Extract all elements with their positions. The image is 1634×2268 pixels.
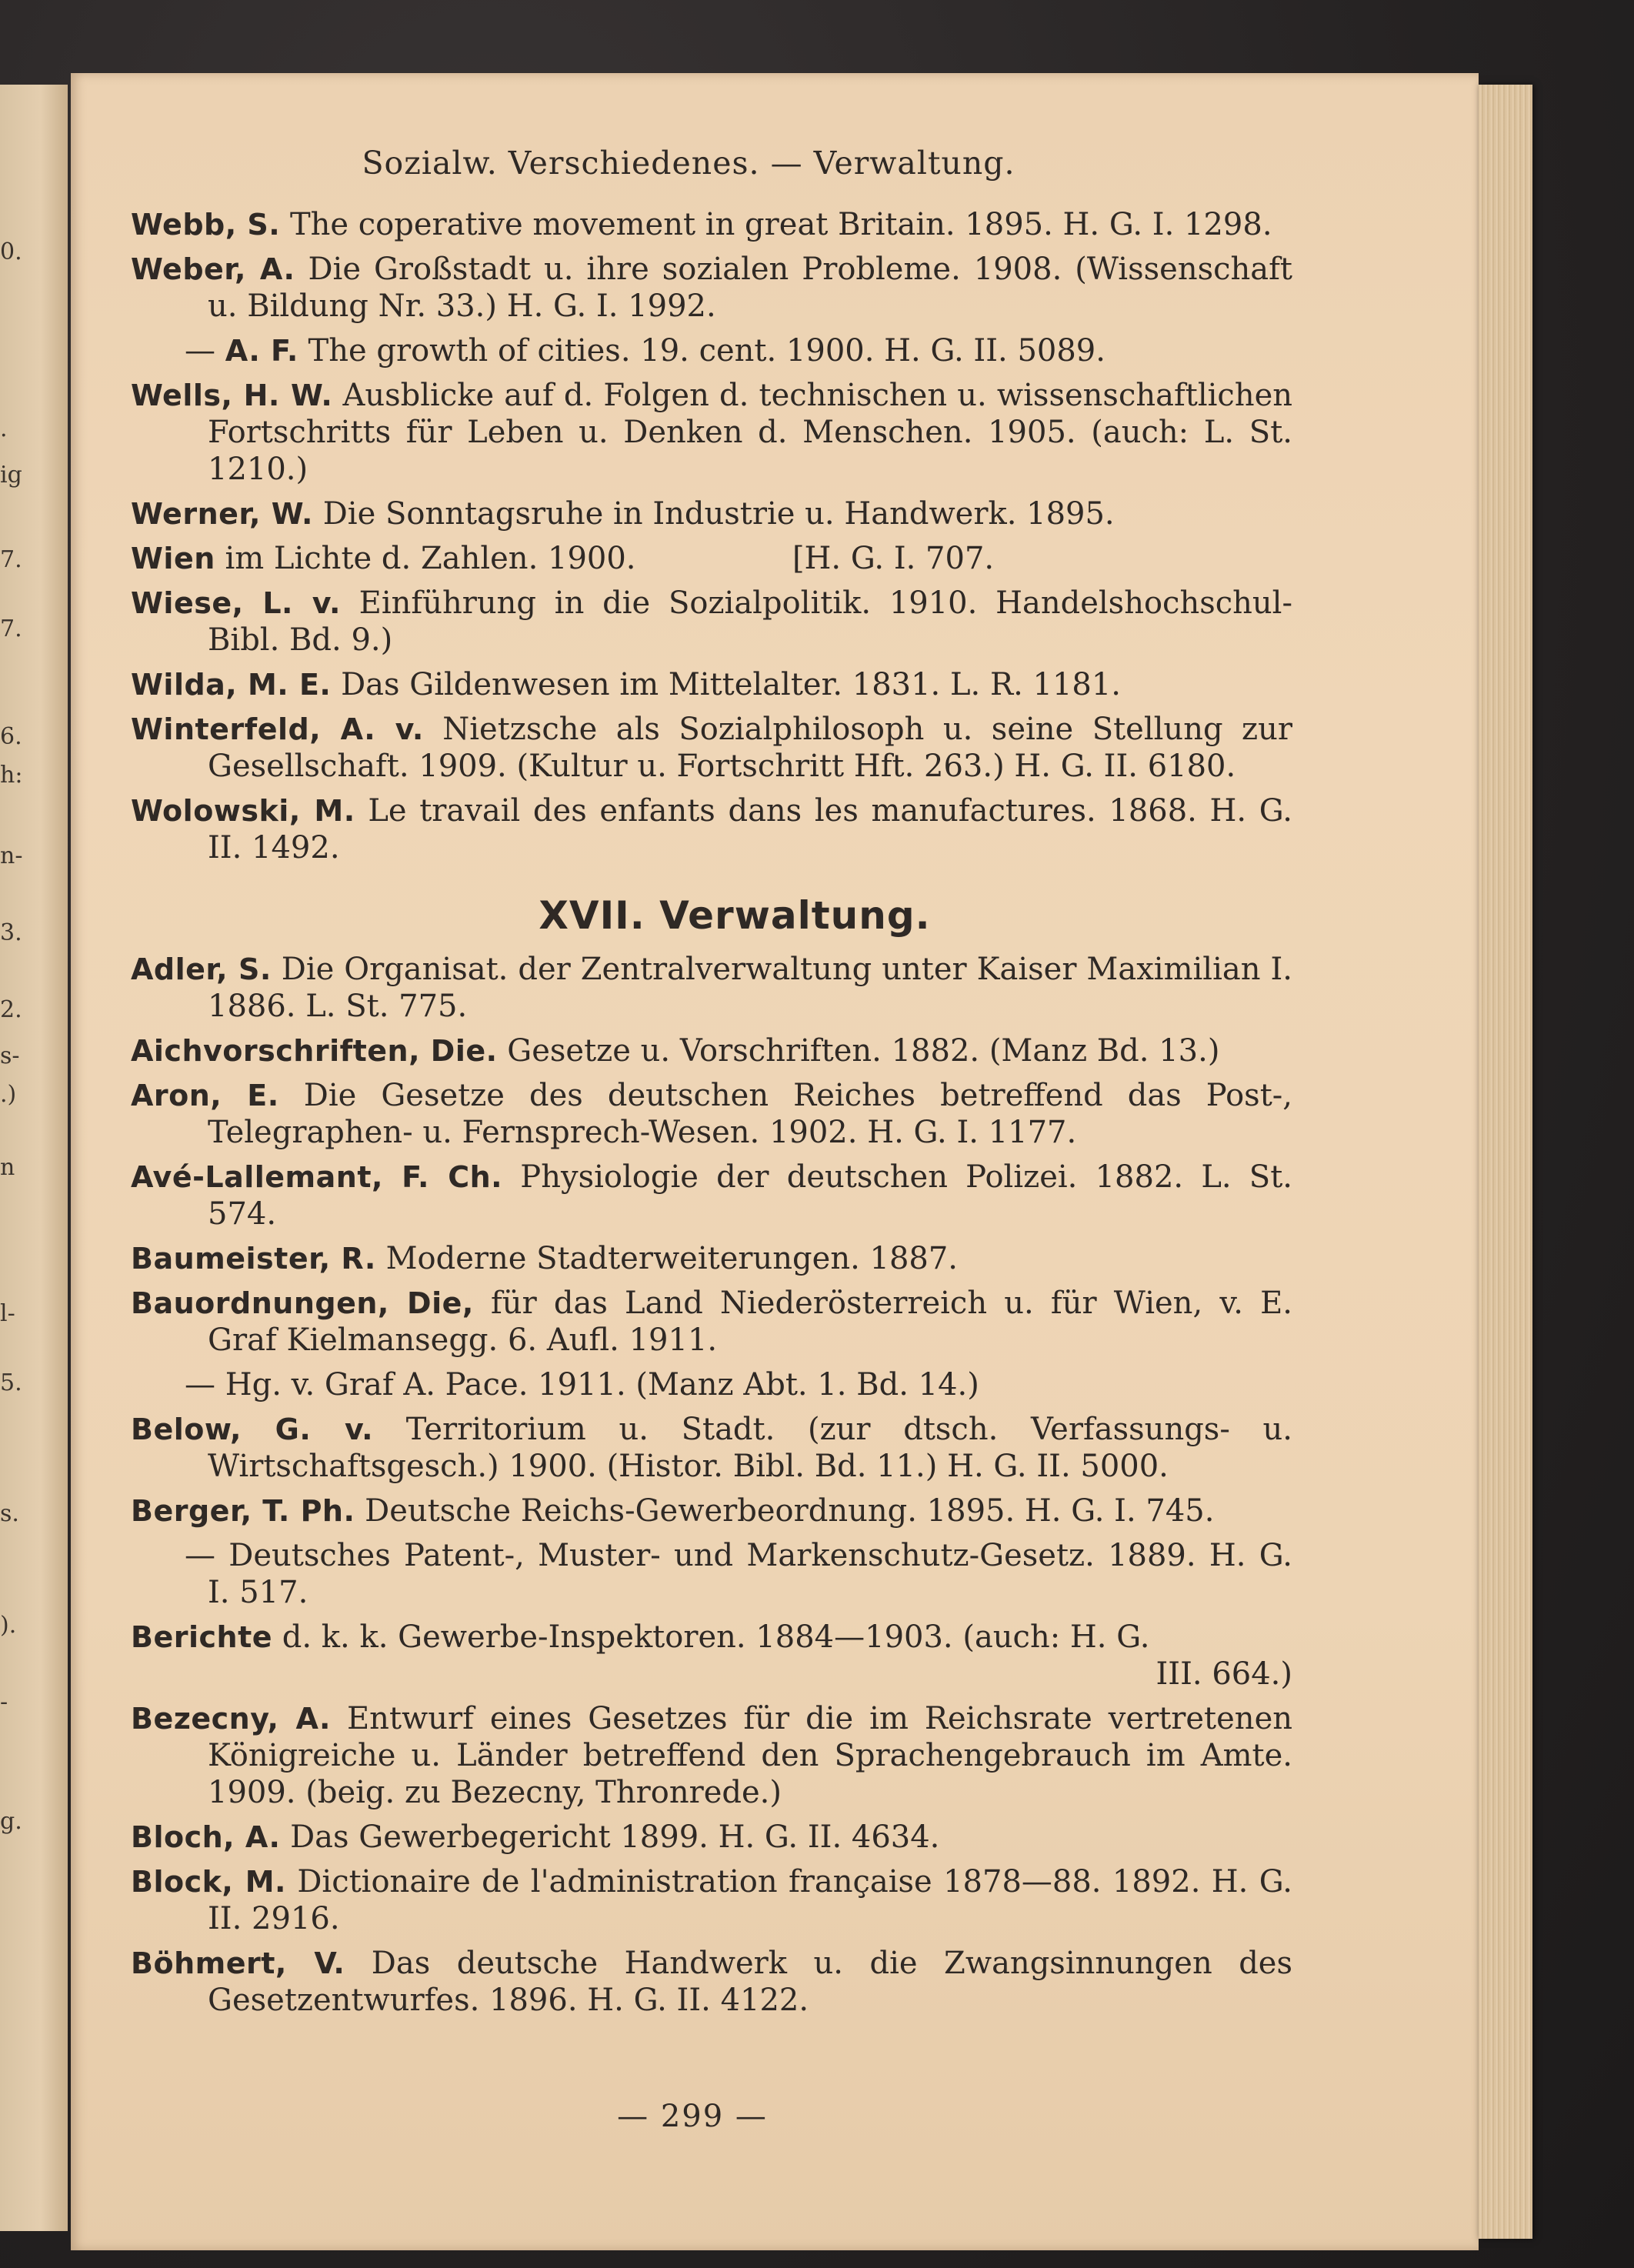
entry-author: Aron, E.: [131, 1079, 279, 1112]
entry-author: Webb, S.: [131, 208, 281, 242]
margin-fragment: s-: [0, 1042, 20, 1069]
ditto-dash: —: [185, 1367, 215, 1402]
entry-text: Ausblicke auf d. Folgen d. technischen u. wissenschaftlichen Fortschritts für Leben u. Denken d. Menschen. 1905. (auch: L. St. 1210.): [208, 378, 1302, 487]
entry-text: The coperative movement in great Britain. 1895. H. G. I. 1298.: [289, 207, 1272, 242]
bibliography-entry: [131, 1077, 1302, 1151]
entry-text: Moderne Stadterweiterungen. 1887.: [385, 1241, 959, 1276]
entry-text: für das Land Niederösterreich u. für Wien, v. E. Graf Kielmansegg. 6. Aufl. 1911.: [208, 1286, 1302, 1358]
margin-fragment: s.: [0, 1500, 19, 1527]
margin-fragment: l-: [0, 1300, 15, 1327]
entry-text: Deutsches Patent-, Muster- und Markenschutz-Gesetz. 1889. H. G. I. 517.: [208, 1538, 1302, 1610]
bibliography-entry: [131, 251, 1302, 325]
entry-author: Berger, T. Ph.: [131, 1494, 355, 1528]
section-title: XVII. Verwaltung.: [539, 893, 931, 938]
entry-text: The growth of cities. 19. cent. 1900. H. G. II. 5089.: [308, 333, 1105, 369]
entry-text: im Lichte d. Zahlen. 1900. [H. G. I. 707.: [225, 541, 995, 576]
margin-fragment: 7.: [0, 546, 22, 573]
bibliography-entry: [131, 1411, 1302, 1485]
entry-text: d. k. k. Gewerbe-Inspektoren. 1884—1903. (auch: H. G.: [282, 1619, 1150, 1655]
entry-author: Berichte: [131, 1620, 273, 1654]
entry-text: Die Organisat. der Zentralverwaltung unter Kaiser Maximilian I. 1886. L. St. 775.: [208, 952, 1302, 1024]
entry-text: Gesetze u. Vorschriften. 1882. (Manz Bd. 13.): [507, 1033, 1220, 1069]
margin-fragment: .: [0, 415, 8, 442]
bibliography-entry: [131, 1619, 1292, 1693]
bibliography-list: [131, 206, 1302, 2026]
entry-text: Territorium u. Stadt. (zur dtsch. Verfassungs- u. Wirtschaftsgesch.) 1900. (Histor. Bibl. Bd. 11.) H. G. II. 5000.: [208, 1412, 1302, 1484]
entry-text: Einführung in die Sozialpolitik. 1910. Handelshochschul-Bibl. Bd. 9.): [208, 585, 1292, 658]
entry-text: Das Gewerbegericht 1899. H. G. II. 4634.: [290, 1819, 940, 1855]
entry-author: Bezecny, A.: [131, 1702, 331, 1736]
bibliography-entry: [131, 1032, 1292, 1069]
page-number: — 299 —: [617, 2099, 768, 2134]
margin-fragment: 3.: [0, 919, 22, 946]
margin-fragment: 6.: [0, 723, 22, 750]
entries-top: [131, 206, 1302, 866]
margin-fragment: g.: [0, 1808, 22, 1835]
entry-author: Avé-Lallemant, F. Ch.: [131, 1160, 503, 1194]
entry-text: Das deutsche Handwerk u. die Zwangsinnungen des Gesetzentwurfes. 1896. H. G. II. 4122.: [208, 1946, 1302, 2018]
entry-author: Wien: [131, 542, 215, 575]
entry-author: Block, M.: [131, 1865, 286, 1899]
margin-fragment: ig: [0, 462, 22, 489]
entry-author: Baumeister, R.: [131, 1242, 376, 1276]
entry-author: Bauordnungen, Die,: [131, 1286, 474, 1320]
bibliography-entry: [131, 951, 1302, 1025]
entry-author: A. F.: [225, 334, 298, 368]
bibliography-entry: [131, 1819, 1292, 1856]
entry-text: Die Großstadt u. ihre sozialen Probleme. 1908. (Wissenschaft u. Bildung Nr. 33.) H. G. I. 1992.: [208, 252, 1302, 324]
entry-text: Le travail des enfants dans les manufactures. 1868. H. G. II. 1492.: [208, 793, 1302, 866]
entry-author: Weber, A.: [131, 252, 295, 286]
bibliography-entry: [131, 1240, 1292, 1277]
entry-text: Das Gildenwesen im Mittelalter. 1831. L. R. 1181.: [341, 667, 1122, 702]
margin-fragment: n-: [0, 842, 23, 869]
bibliography-entry: [131, 792, 1302, 866]
entry-tail: III. 664.): [1155, 1656, 1292, 1692]
entry-author: Wiese, L. v.: [131, 586, 341, 620]
entry-author: Bloch, A.: [131, 1820, 281, 1854]
bibliography-entry: [131, 1493, 1292, 1529]
entry-text: Dictionaire de l'administration française 1878—88. 1892. H. G. II. 2916.: [208, 1864, 1302, 1936]
margin-fragment: ).: [0, 1612, 17, 1639]
bibliography-entry: [131, 1285, 1302, 1359]
bibliography-entry: [131, 495, 1292, 532]
ditto-dash: —: [185, 1538, 215, 1573]
entry-author: Wells, H. W.: [131, 379, 333, 412]
bibliography-entry: [131, 540, 1292, 577]
bibliography-entry: [131, 377, 1302, 488]
entry-author: Aichvorschriften, Die.: [131, 1034, 498, 1068]
entries-bottom: [131, 951, 1302, 2019]
margin-fragment: .): [0, 1081, 17, 1108]
entry-author: Wolowski, M.: [131, 794, 355, 828]
entry-text: Hg. v. Graf A. Pace. 1911. (Manz Abt. 1. Bd. 14.): [225, 1367, 979, 1402]
entry-text: Physiologie der deutschen Polizei. 1882. L. St. 574.: [208, 1159, 1302, 1232]
entry-text: Die Sonntagsruhe in Industrie u. Handwerk. 1895.: [322, 496, 1115, 532]
bibliography-entry: [131, 1366, 1292, 1403]
entry-author: Wilda, M. E.: [131, 668, 332, 702]
entry-text: Deutsche Reichs-Gewerbeordnung. 1895. H. G. I. 745.: [365, 1493, 1215, 1529]
bibliography-entry: [131, 1863, 1302, 1937]
entry-text: Nietzsche als Sozialphilosoph u. seine Stellung zur Gesellschaft. 1909. (Kultur u. Fortschritt Hft. 263.) H. G. II. 6180.: [208, 712, 1302, 784]
entry-author: Böhmert, V.: [131, 1946, 345, 1980]
entry-author: Adler, S.: [131, 952, 272, 986]
margin-fragment: h:: [0, 762, 23, 789]
bibliography-entry: [131, 1537, 1302, 1611]
entry-text: Die Gesetze des deutschen Reiches betreffend das Post-, Telegraphen- u. Fernsprech-Wesen. 1902. H. G. I. 1177.: [208, 1078, 1302, 1150]
margin-fragment: n: [0, 1154, 15, 1181]
bibliography-entry: [131, 1945, 1302, 2019]
margin-fragment: -: [0, 1689, 8, 1716]
ditto-dash: —: [185, 333, 215, 369]
bibliography-entry: [131, 1700, 1302, 1811]
bibliography-entry: [131, 206, 1292, 243]
entry-author: Werner, W.: [131, 497, 313, 531]
entry-text: Entwurf eines Gesetzes für die im Reichsrate vertretenen Königreiche u. Länder betreffend den Sprachengebrauch im Amte. 1909. (beig. zu Bezecny, Thronrede.): [208, 1701, 1302, 1810]
entry-author: Below, G. v.: [131, 1412, 374, 1446]
margin-fragment: 0.: [0, 238, 22, 265]
margin-fragment: 2.: [0, 996, 22, 1023]
bibliography-entry: [131, 332, 1292, 369]
entry-author: Winterfeld, A. v.: [131, 712, 424, 746]
running-head: Sozialw. Verschiedenes. — Verwaltung.: [362, 145, 1015, 182]
margin-fragment: 7.: [0, 615, 22, 642]
bibliography-entry: [131, 1159, 1302, 1232]
margin-fragment: 5.: [0, 1369, 22, 1396]
bibliography-entry: [131, 585, 1292, 659]
bibliography-entry: [131, 666, 1292, 703]
bibliography-entry: [131, 711, 1302, 785]
